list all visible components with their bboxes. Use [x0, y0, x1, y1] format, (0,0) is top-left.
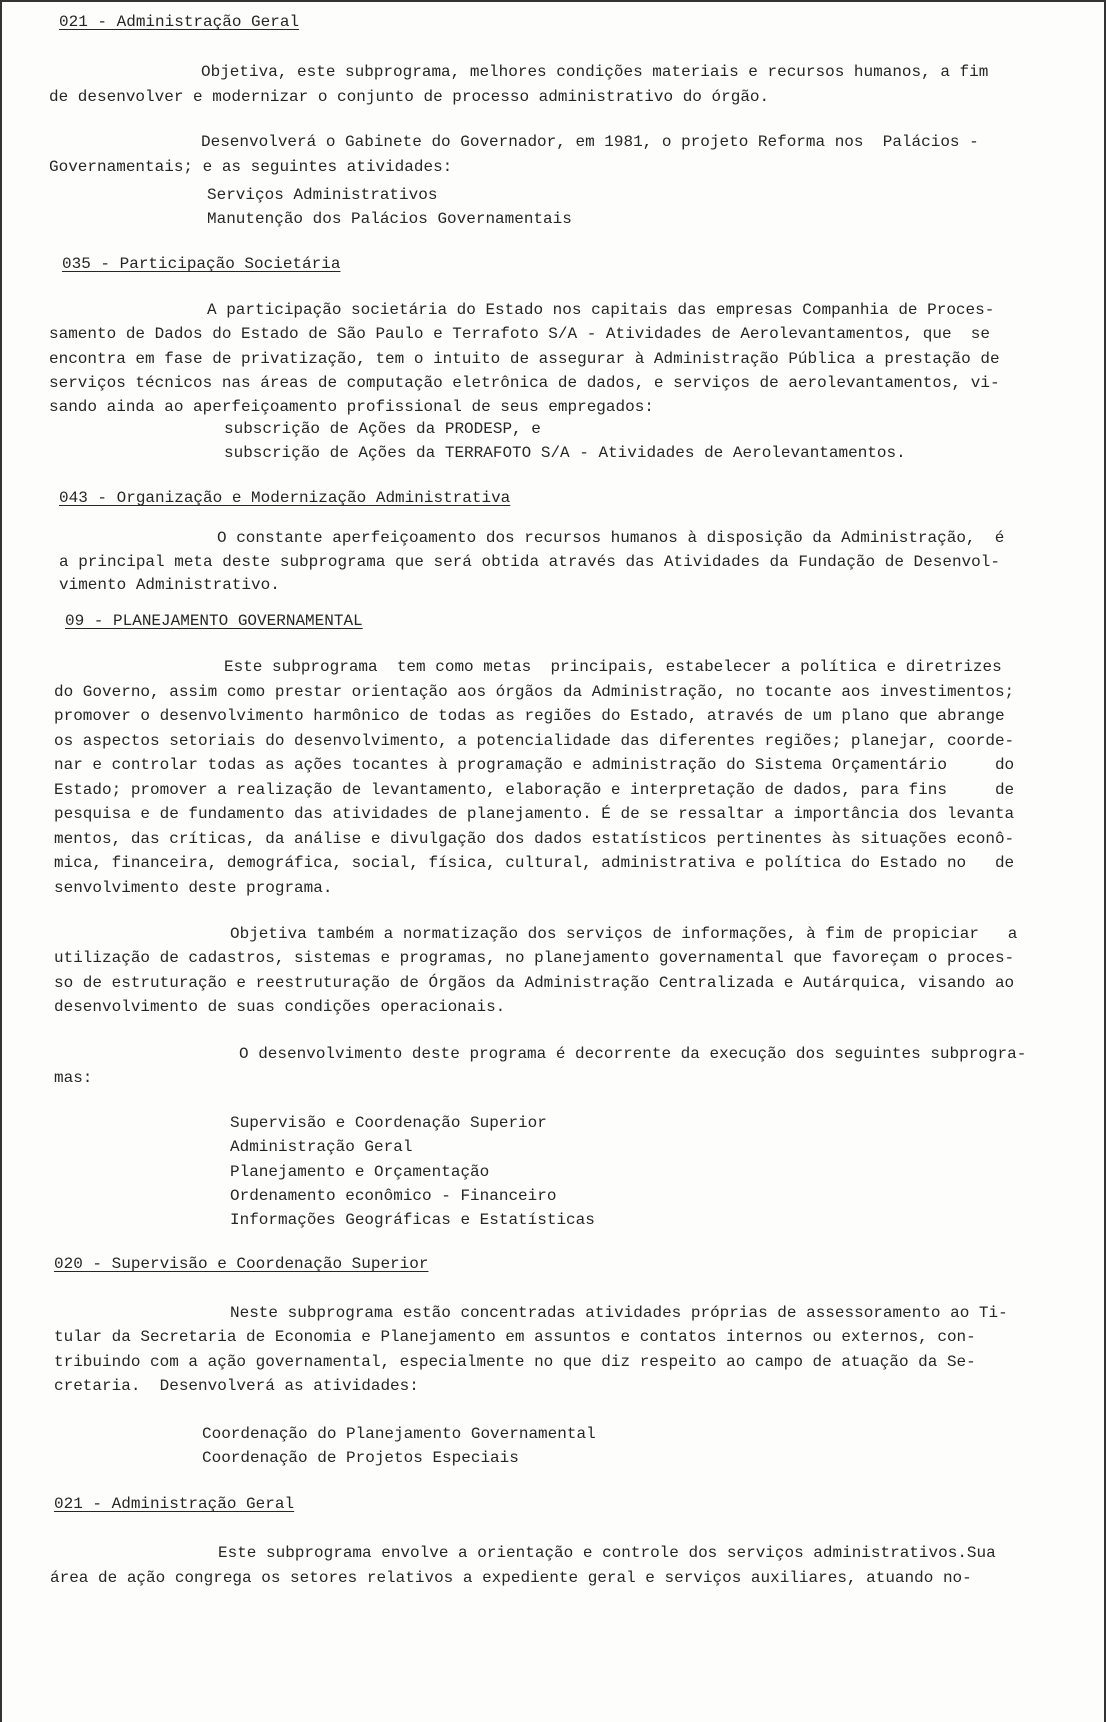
text-line: a principal meta deste subprograma que será obtida através das Atividades da Fundação de Desenvol- — [59, 552, 1000, 571]
list-item: Supervisão e Coordenação Superior — [230, 1114, 547, 1132]
list-item: Ordenamento econômico - Financeiro — [230, 1186, 557, 1205]
list-item: subscrição de Ações da PRODESP, e — [224, 420, 541, 438]
text-line: encontra em fase de privatização, tem o intuito de assegurar à Administração Pública a prestação de — [49, 349, 1000, 368]
list-item: Administração Geral — [230, 1138, 413, 1157]
text-line: cretaria. Desenvolverá as atividades: — [54, 1377, 419, 1396]
heading-text: 021 - Administração Geral — [59, 13, 300, 31]
text-line: A participação societária do Estado nos capitais das empresas Companhia de Proces- — [207, 301, 995, 319]
text-line: Neste subprograma estão concentradas atividades próprias de assessoramento ao Ti- — [230, 1304, 1008, 1322]
text-line: Objetiva, este subprograma, melhores condições materiais e recursos humanos, a fim — [201, 63, 989, 81]
heading-text: 035 - Participação Societária — [62, 255, 341, 273]
text-line: samento de Dados do Estado de São Paulo e Terrafoto S/A - Atividades de Aerolevantamentos, que se — [49, 325, 990, 344]
list-item: Coordenação do Planejamento Governamental — [202, 1425, 596, 1443]
heading-text: 020 - Supervisão e Coordenação Superior — [54, 1255, 429, 1273]
text-line: de desenvolver e modernizar o conjunto de processo administrativo do órgão. — [49, 87, 770, 106]
text-line: Desenvolverá o Gabinete do Governador, em 1981, o projeto Reforma nos Palácios - — [201, 133, 979, 151]
heading-text: 09 - PLANEJAMENTO GOVERNAMENTAL — [65, 612, 363, 630]
text-line: os aspectos setoriais do desenvolvimento, a potencialidade das diferentes regiões; planejar, coorde- — [54, 731, 1015, 750]
text-line: senvolvimento deste programa. — [54, 878, 333, 897]
heading-text: 021 - Administração Geral — [54, 1495, 295, 1513]
text-line: desenvolvimento de suas condições operacionais. — [54, 998, 506, 1017]
text-line: vimento Administrativo. — [59, 576, 280, 594]
text-line: área de ação congrega os setores relativos a expediente geral e serviços auxiliares, atuando no- — [50, 1568, 972, 1587]
text-line: O desenvolvimento deste programa é decorrente da execução dos seguintes subprogra- — [239, 1045, 1027, 1063]
list-item: Planejamento e Orçamentação — [230, 1162, 490, 1181]
text-line: nar e controlar todas as ações tocantes à programação e administração do Sistema Orçamentário do — [54, 756, 1015, 774]
text-line: Estado; promover a realização de levantamento, elaboração e interpretação de dados, para fins de — [54, 780, 1015, 799]
list-item: Coordenação de Projetos Especiais — [202, 1449, 519, 1467]
text-line: mas: — [54, 1069, 93, 1087]
text-line: utilização de cadastros, sistemas e programas, no planejamento governamental que favoreçam o proces- — [54, 949, 1015, 968]
list-item: Manutenção dos Palácios Governamentais — [207, 210, 572, 228]
text-line: Governamentais; e as seguintes atividades: — [49, 157, 453, 176]
text-line: tribuindo com a ação governamental, especialmente no que diz respeito ao campo de atuação da Se- — [54, 1352, 976, 1371]
text-line: do Governo, assim como prestar orientação aos órgãos da Administração, no tocante aos investimentos; — [54, 682, 1015, 701]
text-line: promover o desenvolvimento harmônico de todas as regiões do Estado, através de um plano que abrange — [54, 707, 1005, 725]
heading-text: 043 - Organização e Modernização Administrativa — [59, 489, 511, 507]
text-line: Objetiva também a normatização dos serviços de informações, à fim de propiciar a — [230, 925, 1018, 943]
text-line: so de estruturação e reestruturação de Órgãos da Administração Centralizada e Autárquica, visando ao — [54, 973, 1015, 992]
text-line: tular da Secretaria de Economia e Planejamento em assuntos e contatos internos ou externos, con- — [54, 1328, 976, 1347]
list-item: Serviços Administrativos — [207, 186, 438, 204]
text-line: serviços técnicos nas áreas de computação eletrônica de dados, e serviços de aerolevantamentos, vi- — [49, 373, 1000, 392]
text-line: Este subprograma tem como metas principais, estabelecer a política e diretrizes — [224, 658, 1002, 676]
text-line: pesquisa e de fundamento das atividades de planejamento. É de se ressaltar a importância dos levanta — [54, 805, 1015, 823]
text-line: Este subprograma envolve a orientação e controle dos serviços administrativos.Sua — [218, 1544, 996, 1562]
list-item: subscrição de Ações da TERRAFOTO S/A - Atividades de Aerolevantamentos. — [224, 444, 906, 462]
text-line: mentos, das críticas, da análise e divulgação dos dados estatísticos pertinentes às situações econô- — [54, 829, 1015, 848]
list-item: Informações Geográficas e Estatísticas — [230, 1211, 595, 1230]
text-line: sando ainda ao aperfeiçoamento profissional de seus empregados: — [49, 398, 654, 417]
text-line: O constante aperfeiçoamento dos recursos humanos à disposição da Administração, é — [217, 529, 1005, 547]
text-line: mica, financeira, demográfica, social, física, cultural, administrativa e política do Estado no de — [54, 854, 1015, 872]
